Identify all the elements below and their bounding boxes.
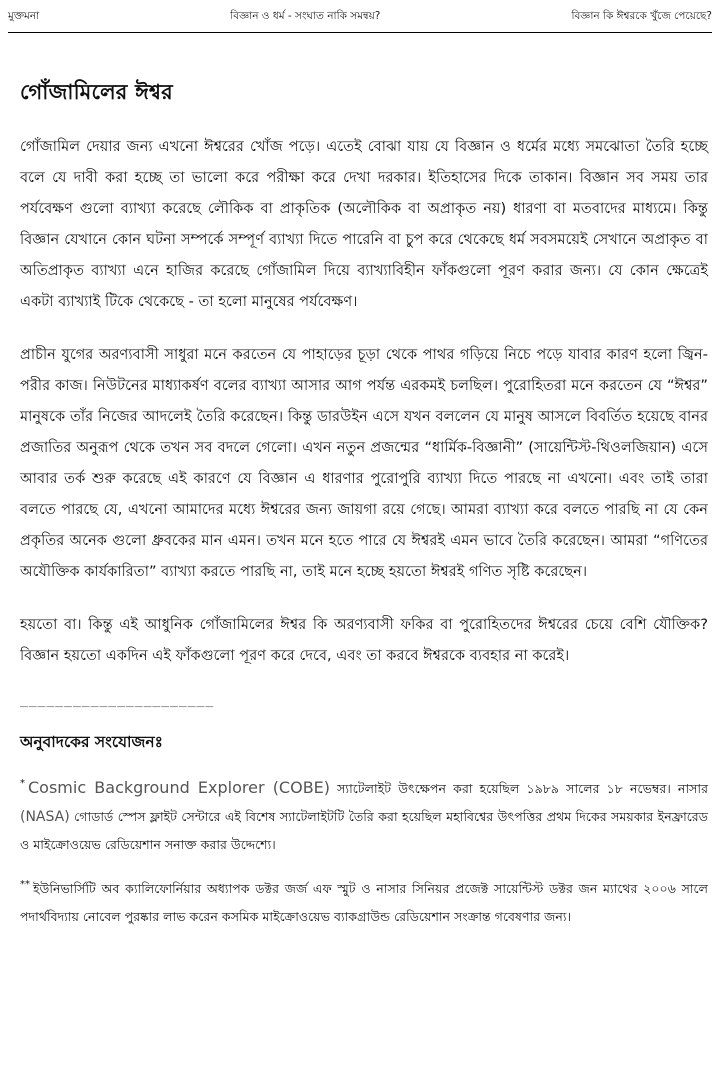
footnote-2-mark: ** [20,879,30,890]
footnote-1-text-b: গোডার্ড স্পেস ফ্লাইট সেন্টারে এই বিশেষ স্যাটেলাইটটি তৈরি করা হয়েছিল মহাবিশ্বের উৎপত্তির প্রথম দিকের সময়কার ইনফ্রারেড ও মাইক্রোওয়েভ রেডিয়েশান সনাক্ত করার উদ্দেশ্যে। [20,809,708,852]
footnote-1-mark: * [20,778,25,789]
header-rule [8,32,712,33]
footnote-1 [20,774,708,859]
footnote-1-cobe-name: Cosmic Background Explorer (COBE) [28,778,331,797]
section-title: গোঁজামিলের ঈশ্বর [20,80,173,104]
footnote-1-text-a: স্যাটেলাইট উৎক্ষেপন করা হয়েছিল ১৯৮৯ সালের ১৮ নভেম্বর। নাসার [330,781,708,796]
paragraph-1: গোঁজামিল দেয়ার জন্য এখনো ঈশ্বরের খোঁজ পড়ে। এতেই বোঝা যায় যে বিজ্ঞান ও ধর্মের মধ্যে সমঝোতা তৈরি হচ্ছে বলে যে দাবী করা হচ্ছে তা ভালো করে পরীক্ষা করে দেখা দরকার। ইতিহাসের দিকে তাকান। বিজ্ঞান সব সময় তার পর্যবেক্ষণ গুলো ব্যাখ্যা করেছে লৌকিক বা প্রাকৃতিক (অলৌকিক বা অপ্রাকৃত নয়) ধারণা বা মতবাদের মাধ্যমে। কিন্তু বিজ্ঞান যেখানে কোন ঘটনা সম্পর্কে সম্পূর্ণ ব্যাখ্যা দিতে পারেনি বা চুপ করে থেকেছে ধর্ম সবসময়েই সেখানে অপ্রাকৃত বা অতিপ্রাকৃত ব্যাখ্যা এনে হাজির করেছে গোঁজামিল দিয়ে ব্যাখ্যাবিহীন ফাঁকগুলো পূরণ করার জন্য। যে কোন ক্ষেত্রেই একটা ব্যাখ্যাই টিকে থেকেছে - তা হলো মানুষের পর্যবেক্ষণ। [20,138,708,310]
paragraph-2: প্রাচীন যুগের অরণ্যবাসী সাধুরা মনে করতেন যে পাহাড়ের চূড়া থেকে পাথর গড়িয়ে নিচে পড়ে যাবার কারণ হলো জ্বিন-পরীর কাজ। নিউটনের মাধ্যাকর্ষণ বলের ব্যাখ্যা আসার আগ পর্যন্ত এরকমই চলছিল। পুরোহিতরা মনে করতেন যে “ঈশ্বর” মানুষকে তাঁর নিজের আদলেই তৈরি করেছেন। কিন্তু ডারউইন এসে যখন বললেন যে মানুষ আসলে বিবর্তিত হয়েছে বানর প্রজাতির অনুরূপ থেকে তখন সব বদলে গেলো। এখন নতুন প্রজন্মের “ধার্মিক-বিজ্ঞানী” (সায়েন্টিস্ট-থিওলজিয়ান) এসে আবার তর্ক শুরু করেছে এই কারণে যে বিজ্ঞান এ ধারণার পুরোপুরি ব্যাখ্যা দিতে পারছে না এখনো। এবং তাই তারা বলতে পারছে যে, এখনো আমাদের মধ্যে ঈশ্বরের জন্য জায়গা রয়ে গেছে। আমরা ব্যাখ্যা করে বলতে পারছি না যে কেন প্রকৃতির অনেক গুলো ধ্রুবকের মান এমন। তখন মনে হতে পারে যে ঈশ্বরই এমন ভাবে তৈরি করেছেন। আমরা “গণিতের অযৌক্তিক কার্যকারিতা” ব্যাখ্যা করতে পারছি না, তাই মনে হচ্ছে হয়তো ঈশ্বরই গণিত সৃষ্টি করেছেন। [20,346,708,580]
header-book-title: বিজ্ঞান ও ধর্ম - সংঘাত নাকি সমন্বয়? [230,9,381,22]
paragraph-3: হয়তো বা। কিন্তু এই আধুনিক গোঁজামিলের ঈশ্বর কি অরণ্যবাসী ফকির বা পুরোহিতদের ঈশ্বরের চেয়ে বেশি যৌক্তিক? বিজ্ঞান হয়তো একদিন এই ফাঁকগুলো পূরণ করে দেবে, এবং তা করবে ঈশ্বরকে ব্যবহার না করেই। [20,616,708,664]
footnote-2 [20,875,708,931]
running-header [8,6,712,28]
footnote-2-text: ইউনিভার্সিটি অব ক্যালিফোর্নিয়ার অধ্যাপক ডক্টর জর্জ এফ স্মুট ও নাসার সিনিয়র প্রজেক্ট সায়েন্টিস্ট ডক্টর জন ম্যাথের ২০০৬ সালে পদার্থবিদ্যায় নোবেল পুরষ্কার লাভ করেন কসমিক মাইক্রোওয়েভ ব্যাকগ্রাউন্ড রেডিয়েশান সংক্রান্ত গবেষণার জন্য। [20,881,708,924]
section-divider: ______________________ [20,693,215,708]
article-body [20,62,708,947]
header-chapter-title: বিজ্ঞান কি ঈশ্বরকে খুঁজে পেয়েছে? [571,9,712,22]
header-site-name: মুক্তমনা [8,9,40,22]
footnote-1-nasa: (NASA) [20,809,70,825]
translator-notes-heading: অনুবাদকের সংযোজনঃ [20,733,163,751]
